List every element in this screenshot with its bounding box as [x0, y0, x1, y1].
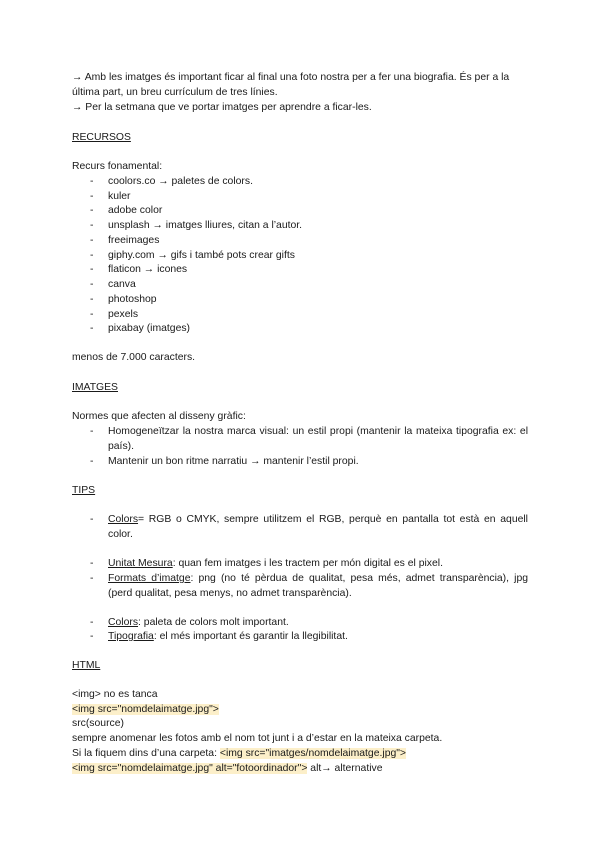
recursos-intro: Recurs fonamental:	[72, 161, 163, 172]
html-code-line	[72, 703, 219, 718]
imatges-intro: Normes que afecten al disseny gràfic:	[72, 411, 246, 422]
list-item: - Homogeneïtzar la nostra marca visual: un estil propi (mantenir la mateixa tipografia ex: el país).	[90, 426, 528, 452]
list-item: - Colors= RGB o CMYK, sempre utilitzem el RGB, perquè en pantalla tot està en aquell color.	[90, 514, 528, 540]
list-item: - canva	[90, 279, 136, 290]
list-item: - photoshop	[90, 294, 157, 305]
tips-heading: TIPS	[72, 485, 96, 496]
html-line: <img src="nomdelaimatge.jpg" alt="fotoordinador"> alt→ alternative	[72, 763, 383, 774]
list-item: - freeimages	[90, 235, 160, 246]
html-line: Si la fiquem dins d’una carpeta: <img src="imatges/nomdelaimatge.jpg">	[72, 748, 407, 759]
character-limit-note: menos de 7.000 caracters.	[72, 352, 196, 363]
code-snippet: <img src="imatges/nomdelaimatge.jpg">	[219, 748, 407, 759]
list-item: - adobe color	[90, 205, 163, 216]
intro-paragraph-2: → Per la setmana que ve portar imatges per aprendre a ficar-les.	[72, 102, 372, 113]
html-line: <img> no es tanca	[72, 689, 158, 700]
list-item: - kuler	[90, 191, 131, 202]
list-item: - Colors: paleta de colors molt important.	[90, 617, 289, 628]
intro-paragraph-1: → Amb les imatges és important ficar al final una foto nostra per a fer una biografia. És per a la última part, un breu currículum de tres línies.	[72, 72, 510, 98]
list-item: - Tipografia: el més important és garantir la llegibilitat.	[90, 631, 348, 642]
list-item: - coolors.co → paletes de colors.	[90, 176, 253, 187]
html-line: src(source)	[72, 718, 124, 729]
list-item: - pexels	[90, 309, 139, 320]
list-item: - Mantenir un bon ritme narratiu → mantenir l’estil propi.	[90, 456, 359, 467]
imatges-heading: IMATGES	[72, 382, 118, 393]
code-snippet: <img src="nomdelaimatge.jpg">	[72, 704, 219, 715]
list-item: - Unitat Mesura: quan fem imatges i les tractem per món digital es el pixel.	[90, 558, 443, 569]
recursos-heading: RECURSOS	[72, 132, 131, 143]
list-item: - Formats d’imatge: png (no té pèrdua de qualitat, pesa més, admet transparència), jpg (perd qualitat, pesa menys, no admet transparència).	[90, 573, 528, 599]
list-item: - unsplash → imatges lliures, citan a l’autor.	[90, 220, 303, 231]
list-item: - pixabay (imatges)	[90, 323, 191, 334]
list-item: - giphy.com → gifs i també pots crear gifts	[90, 250, 295, 261]
html-heading: HTML	[72, 660, 101, 671]
html-line: sempre anomenar les fotos amb el nom tot junt i a d’estar en la mateixa carpeta.	[72, 733, 443, 744]
list-item: - flaticon → icones	[90, 264, 188, 275]
code-snippet: <img src="nomdelaimatge.jpg" alt="fotoordinador">	[72, 763, 308, 774]
